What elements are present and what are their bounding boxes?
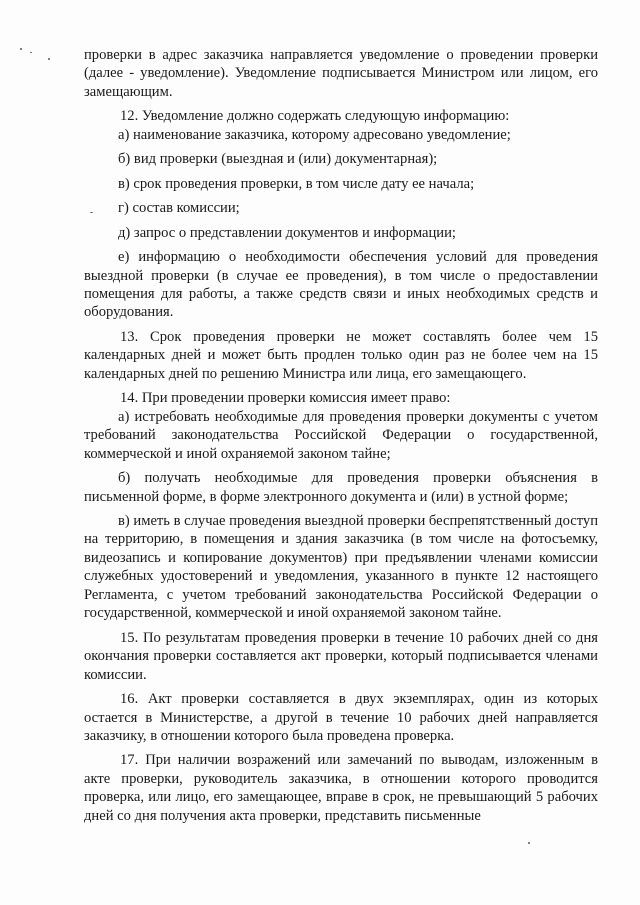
section-14-item-v: в) иметь в случае проведения выездной проверки беспрепятственный доступ на территорию, в помещения и здания заказчика (в том числе на фотосъемку, видеозапись и копирование документов) при предъявлении членами комиссии служебных удостоверений и уведомления, указанного в пункте 12 настоящего Регламента, с учетом требований законодательства Российской Федерации о государственной, коммерческой и иной охраняемой законом тайне.	[84, 512, 598, 622]
document-body	[84, 46, 598, 831]
scan-speck	[30, 52, 32, 53]
section-12-item-e: е) информацию о необходимости обеспечения условий для проведения выездной проверки (в случае ее проведения), в том числе о предоставлении помещения для работы, а также средств связи и иных необходимых средств и оборудования.	[84, 249, 598, 321]
section-12-item-b: б) вид проверки (выездная и (или) документарная);	[118, 151, 438, 168]
section-12-item-g: г) состав комиссии;	[118, 200, 240, 217]
section-12-item-d: д) запрос о представлении документов и информации;	[118, 224, 456, 241]
section-12-item-v: в) срок проведения проверки, в том числе дату ее начала;	[118, 175, 475, 192]
section-14-item-a: а) истребовать необходимые для проведения проверки документы с учетом требований законодательства Российской Федерации о государственной, коммерческой и иной охраняемой законом тайне;	[84, 408, 598, 462]
section-12-intro: 12. Уведомление должно содержать следующую информацию:	[120, 108, 510, 125]
section-14-item-b: б) получать необходимые для проведения проверки объяснения в письменной форме, в форме электронного документа и (или) в устной форме;	[84, 470, 598, 505]
opening-paragraph: проверки в адрес заказчика направляется уведомление о проведении проверки (далее - уведомление). Уведомление подписывается Министром или лицом, его замещающим.	[84, 47, 598, 100]
section-12-item-a: а) наименование заказчика, которому адресовано уведомление;	[118, 126, 511, 143]
section-15: 15. По результатам проведения проверки в течение 10 рабочих дней со дня окончания проверки составляется акт проверки, который подписывается членами комиссии.	[84, 629, 598, 683]
section-14-intro: 14. При проведении проверки комиссия имеет право:	[120, 390, 451, 407]
scan-speck	[48, 58, 50, 60]
scan-speck	[528, 842, 530, 844]
section-17: 17. При наличии возражений или замечаний по выводам, изложенным в акте проверки, руководитель заказчика, в отношении которого проводится проверка, или лицо, его замещающее, вправе в срок, не превышающий 5 рабочих дней со дня получения акта проверки, представить письменные	[84, 752, 598, 824]
scan-speck	[20, 48, 22, 50]
section-13: 13. Срок проведения проверки не может составлять более чем 15 календарных дней и может быть продлен только один раз не более чем на 15 календарных дней по решению Министра или лица, его замещающего.	[84, 328, 598, 382]
section-16: 16. Акт проверки составляется в двух экземплярах, один из которых остается в Министерстве, а другой в течение 10 рабочих дней направляется заказчику, в отношении которого была проведена проверка.	[84, 691, 598, 744]
